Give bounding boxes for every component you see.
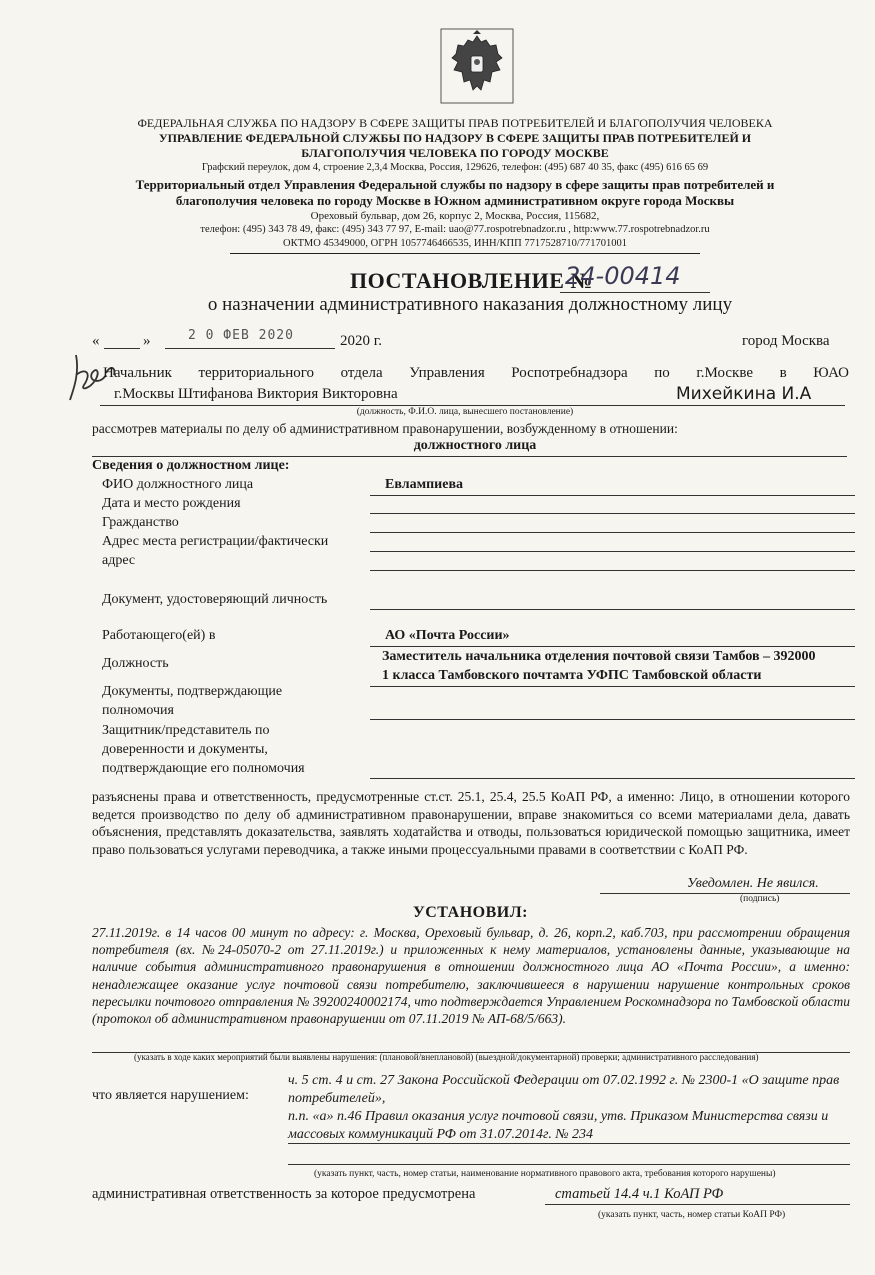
position-label: Должность [102,656,169,671]
fio-value: Евлампиева [385,477,464,492]
header-line-4: Графский переулок, дом 4, строение 2,3,4 Москва, Россия, 129626, телефон: (495) 687 40 35, факс (495) 616 65 69 [201,162,709,173]
violation-text-1: ч. 5 ст. 4 и ст. 27 Закона Российской Федерации от 07.02.1992 г. № 2300-1 «О защите прав потребителей», [288,1073,840,1106]
established-caption: (указать в ходе каких мероприятий были выявлены нарушения: (плановой/внеплановой) (выездной/документарной) проверки; административного расследования) [134,1052,759,1062]
established-text: 27.11.2019г. в 14 часов 00 минут по адресу: г. Москва, Ореховый бульвар, д. 26, корп.2, каб.703, при рассмотрении обращения потребителя (вх. №24-05070-2 от 27.11.2019г.) и приложенных к нему материалов, установлены данные, указывающие на наличие события административного правонарушения в отношении должностного лица АО «Почта России», а именно: ненадлежащее оказание услуг почтовой связи потребителю, заключившееся в нарушении нарушение контрольных сроков пересылки почтового отправления № 39200240002174, что подтверждается Управлением Роскомнадзора по Тамбовской области (протокол об административном правонарушении от 07.11.2019 № АП-68/5/663). [92,925,850,1027]
birth-label: Дата и место рождения [102,496,241,511]
person-section-title: Сведения о должностном лице: [92,458,290,473]
document-number: 24-00414 [565,262,681,290]
header-line-8: телефон: (495) 343 78 49, факс: (495) 343 77 97, E-mail: uao@77.rospotrebnadzor.ru , http:www.77.rospotrebnadzor.ru [200,224,710,235]
header-line-9: ОКТМО 45349000, ОГРН 1057746466535, ИНН/КПП 7717528710/771701001 [283,238,627,249]
official-caption: (должность, Ф.И.О. лица, вынесшего постановление) [356,407,574,417]
liability-value: статьей 14.4 ч.1 КоАП РФ [555,1186,724,1202]
official-line-2: г.Москвы Штифанова Виктория Викторовна [114,386,398,402]
fio-label: ФИО должностного лица [102,477,254,492]
employer-label: Работающего(ей) в [102,628,216,643]
official-handwritten-name: Михейкина И.А [676,384,812,404]
header-line-2: УПРАВЛЕНИЕ ФЕДЕРАЛЬНОЙ СЛУЖБЫ ПО НАДЗОРУ В СФЕРЕ ЗАЩИТЫ ПРАВ ПОТРЕБИТЕЛЕЙ И [158,131,752,145]
docs-label-1: Документы, подтверждающие [102,684,283,699]
rights-text: разъяснены права и ответственность, предусмотренные ст.ст. 25.1, 25.4, 25.5 КоАП РФ, а именно: Лицо, в отношении которого ведется производство по делу об административном правонарушении, вправе знакомиться со всеми материалами дела, давать объяснения, представлять доказательства, заявлять ходатайства и отводы, пользоваться юридической помощью защитника, имеет право пользоваться услугами переводчика, а также иными процессуальными правами в соответствии с КоАП РФ. [92,789,850,857]
violation-text-2: п.п. «а» п.46 Правил оказания услуг почтовой связи, утв. Приказом Министерства связи и массовых коммуникаций РФ от 31.07.2014г. № 234 [288,1109,829,1142]
date-year: 2020 г. [340,333,382,349]
coat-of-arms-emblem [440,28,514,104]
header-line-1: ФЕДЕРАЛЬНАЯ СЛУЖБА ПО НАДЗОРУ В СФЕРЕ ЗАЩИТЫ ПРАВ ПОТРЕБИТЕЛЕЙ И БЛАГОПОЛУЧИЯ ЧЕЛОВЕКА [137,116,773,130]
position-value-2: 1 класса Тамбовского почтамта УФПС Тамбовской области [382,668,762,683]
citizenship-label: Гражданство [102,515,179,530]
date-quote-open: « [92,333,100,349]
signature-caption: (подпись) [740,894,780,904]
defender-label-2: доверенности и документы, [102,742,268,757]
header-line-5: Территориальный отдел Управления Федеральной службы по надзору в сфере защиты прав потребителей и [135,177,775,192]
address-label-2: адрес [102,553,136,568]
notified-text: Уведомлен. Не явился. [687,876,819,891]
date-quote-close: » [143,333,151,349]
official-line-1: Начальник территориального отдела Управления Роспотребнадзора по г.Москве в ЮАО [103,365,849,381]
violation-label: что является нарушением: [92,1088,249,1103]
document-title: ПОСТАНОВЛЕНИЕ № [350,268,593,293]
city: город Москва [742,333,830,349]
docs-label-2: полномочия [102,703,174,718]
established-heading: УСТАНОВИЛ: [413,904,528,921]
header-line-6: благополучия человека по городу Москве в Южном административном округе города Москвы [175,193,735,208]
considered-text: рассмотрев материалы по делу об административном правонарушении, возбужденному в отношении: [92,421,678,436]
liability-label: административная ответственность за которое предусмотрена [92,1186,476,1202]
header-line-3: БЛАГОПОЛУЧИЯ ЧЕЛОВЕКА ПО ГОРОДУ МОСКВЕ [301,146,609,160]
defender-label-1: Защитник/представитель по [102,723,270,738]
document-label: Документ, удостоверяющий личность [102,592,328,607]
date-stamp: 2 0 ФЕВ 2020 [188,328,294,343]
employer-value: АО «Почта России» [385,628,510,643]
document-subtitle: о назначении административного наказания должностному лицу [207,294,733,315]
considered-target: должностного лица [413,438,537,453]
liability-caption: (указать пункт, часть, номер статьи КоАП РФ) [598,1210,786,1220]
address-label-1: Адрес места регистрации/фактически [102,534,329,549]
defender-label-3: подтверждающие его полномочия [102,761,305,776]
violation-caption: (указать пункт, часть, номер статьи, наименование нормативного правового акта, требования которого нарушены) [314,1169,776,1179]
header-line-7: Ореховый бульвар, дом 26, корпус 2, Москва, Россия, 115682, [310,210,600,222]
position-value-1: Заместитель начальника отделения почтовой связи Тамбов – 392000 [382,649,816,664]
